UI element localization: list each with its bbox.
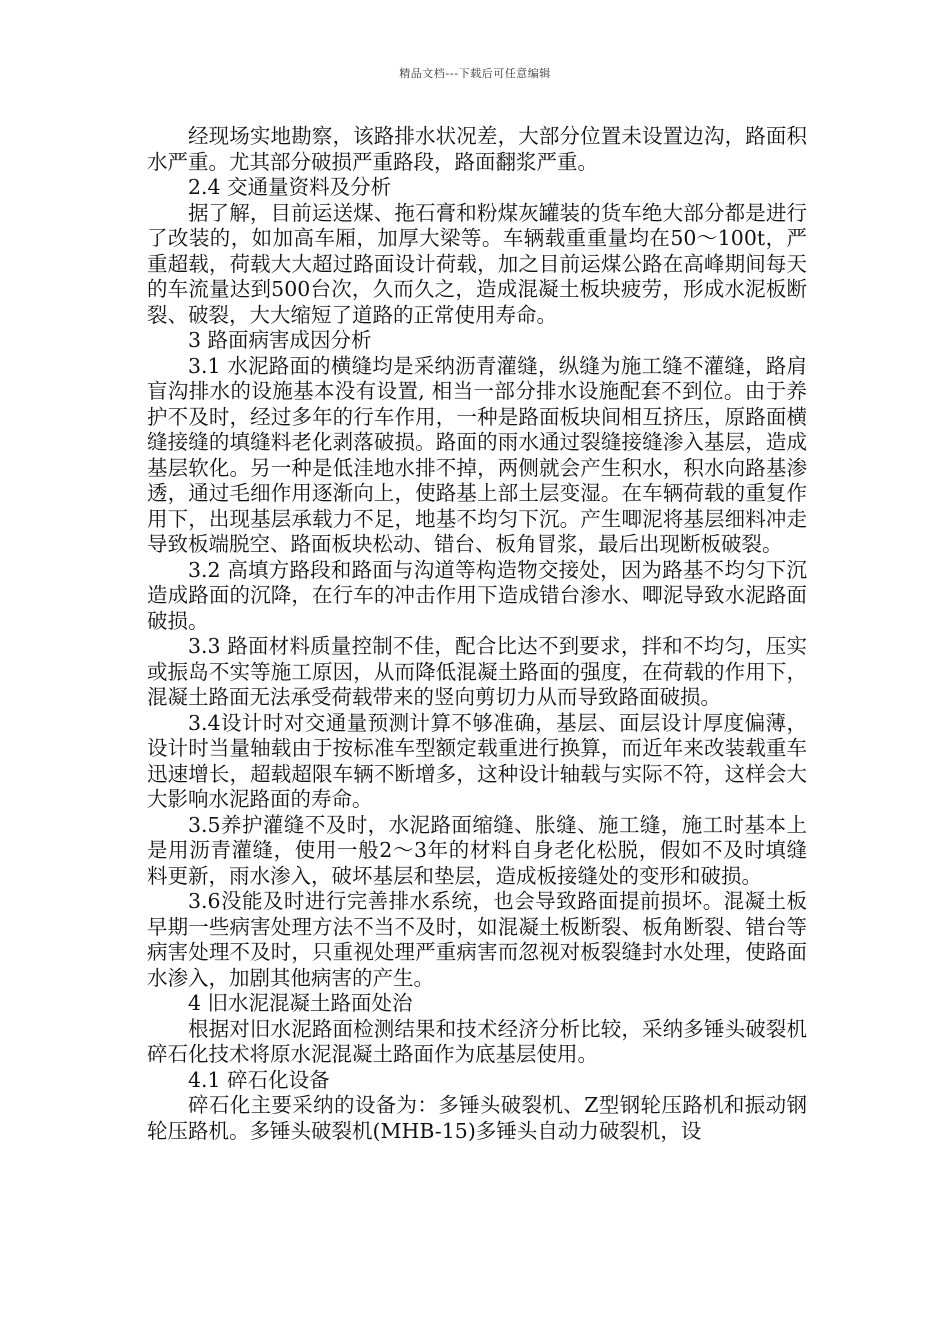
paragraph-3-1: 3.1 水泥路面的横缝均是采纳沥青灌缝，纵缝为施工缝不灌缝，路肩盲沟排水的设施基本没有设置, 相当一部分排水设施配套不到位。由于养护不及时，经过多年的行车作用，一种是路面板块间相互挤压，原路面横缝接缝的填缝料老化剥落破损。路面的雨水通过裂缝接缝渗入基层，造成基层软化。另一种是低洼地水排不掉，两侧就会产生积水，积水向路基渗透，通过毛细作用逐渐向上，使路基上部土层变湿。在车辆荷载的重复作用下，出现基层承载力不足，地基不均匀下沉。产生唧泥将基层细料冲走导致板端脱空、路面板块松动、错台、板角冒浆，最后出现断板破裂。 [147, 353, 807, 556]
paragraph-drainage-survey: 经现场实地勘察，该路排水状况差，大部分位置未设置边沟，路面积水严重。尤其部分破损严重路段，路面翻浆严重。 [147, 124, 807, 174]
paragraph-3-5: 3.5养护灌缝不及时，水泥路面缩缝、胀缝、施工缝，施工时基本上是用沥青灌缝，使用一般2～3年的材料自身老化松脱，假如不及时填缝料更新，雨水渗入，破坏基层和垫层，造成板接缝处的变形和破损。 [147, 812, 807, 888]
paragraph-3-3: 3.3 路面材料质量控制不佳，配合比达不到要求，拌和不均匀，压实或振岛不实等施工原因，从而降低混凝土路面的强度，在荷载的作用下，混凝土路面无法承受荷载带来的竖向剪切力从而导致路面破损。 [147, 634, 807, 709]
heading-2-4-traffic: 2.4 交通量资料及分析 [188, 175, 392, 199]
paragraph-equipment: 碎石化主要采纳的设备为：多锤头破裂机、Z型钢轮压路机和振动钢轮压路机。多锤头破裂机(MHB-15)多锤头自动力破裂机，设 [147, 1093, 807, 1143]
paragraph-3-6: 3.6没能及时进行完善排水系统，也会导致路面提前损坏。混凝土板早期一些病害处理方法不当不及时，如混凝土板断裂、板角断裂、错台等病害处理不及时，只重视处理严重病害而忽视对板裂缝封水处理，使路面水渗入，加剧其他病害的产生。 [147, 889, 807, 990]
paragraph-traffic-analysis: 据了解，目前运送煤、拖石膏和粉煤灰罐装的货车绝大部分都是进行了改装的，如加高车厢，加厚大梁等。车辆载重重量均在50～100t，严重超载，荷载大大超过路面设计荷载，加之目前运煤公路在高峰期间每天的车流量达到500台次，久而久之，造成混凝土板块疲劳，形成水泥板断裂、破裂，大大缩短了道路的正常使用寿命。 [147, 200, 807, 327]
paragraph-3-4: 3.4设计时对交通量预测计算不够准确，基层、面层设计厚度偏薄，设计时当量轴载由于按标准车型额定载重进行换算，而近年来改装载重车迅速增长，超载超限车辆不断增多，这种设计轴载与实际不符，这样会大大影响水泥路面的寿命。 [147, 710, 807, 811]
heading-3-damage-causes: 3 路面病害成因分析 [188, 328, 372, 352]
paragraph-3-2: 3.2 高填方路段和路面与沟道等构造物交接处，因为路基不均匀下沉造成路面的沉降，在行车的冲击作用下造成错台渗水、唧泥导致水泥路面破损。 [147, 557, 807, 633]
paragraph-treatment-method: 根据对旧水泥路面检测结果和技术经济分析比较，采纳多锤头破裂机碎石化技术将原水泥混凝土路面作为底基层使用。 [147, 1016, 807, 1066]
document-body [147, 124, 807, 1144]
page-header: 精品文档---下载后可任意编辑 [399, 67, 551, 80]
heading-4-1-equipment: 4.1 碎石化设备 [188, 1067, 330, 1092]
heading-4-treatment: 4 旧水泥混凝土路面处治 [188, 991, 413, 1015]
